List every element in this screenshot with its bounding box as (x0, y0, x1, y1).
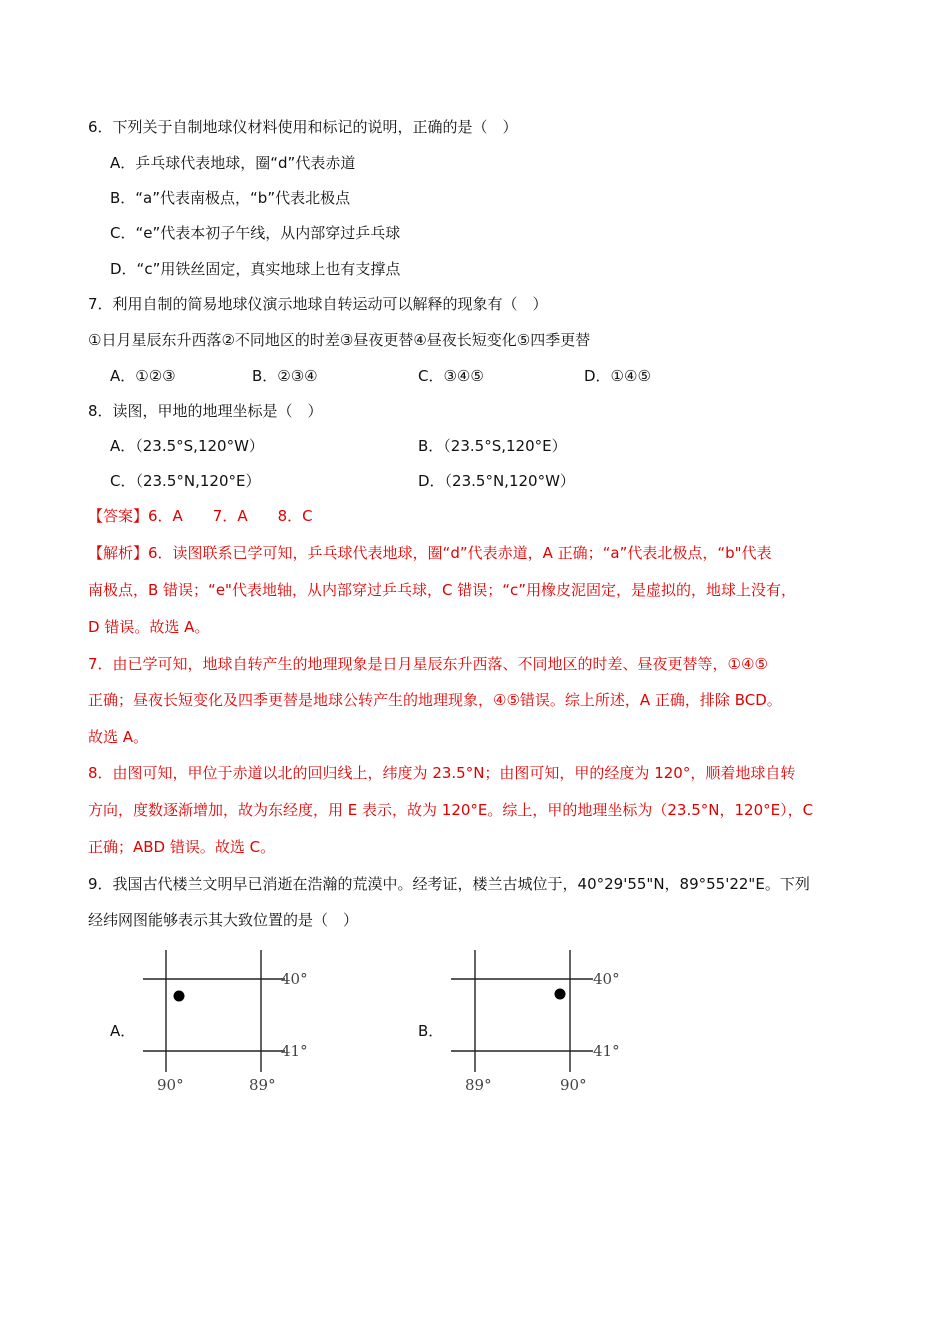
q7-items: ①日月星辰东升西落②不同地区的时差③昼夜更替④昼夜长短变化⑤四季更替 (88, 331, 591, 349)
lon-right-label: 89° (249, 1076, 276, 1094)
q8-option-b: B．（23.5°S,120°E） (418, 437, 567, 455)
q9-stem-line2: 经纬网图能够表示其大致位置的是（ ） (88, 911, 359, 929)
q7-option-d: D．①④⑤ (584, 367, 651, 385)
q6-option-d: D．“c”用铁丝固定，真实地球上也有支撑点 (110, 260, 401, 278)
q7-option-c: C．③④⑤ (418, 367, 484, 385)
analysis-line-4: 7．由已学可知，地球自转产生的地理现象是日月星辰东升西落、不同地区的时差、昼夜更替等，①④⑤ (88, 655, 768, 673)
q7-option-b: B．②③④ (252, 367, 318, 385)
analysis-line-8: 方向，度数逐渐增加，故为东经度，用 E 表示，故为 120°E。综上，甲的地理坐标为（23.5°N，120°E），C (88, 801, 814, 819)
q9-figure-a-graticule (135, 945, 325, 1095)
q6-option-a: A．乒乓球代表地球，圈“d”代表赤道 (110, 154, 356, 172)
lat-bottom-label: 41° (281, 1042, 308, 1060)
lat-top-label: 40° (281, 970, 308, 988)
q6-option-b: B．“a”代表南极点，“b”代表北极点 (110, 189, 351, 207)
q8-option-a: A．（23.5°S,120°W） (110, 437, 264, 455)
analysis-line-5: 正确；昼夜长短变化及四季更替是地球公转产生的地理现象，④⑤错误。综上所述，A 正确，排除 BCD。 (88, 691, 782, 709)
analysis-line-2: 南极点，B 错误；“e"代表地轴，从内部穿过乒乓球，C 错误；“c”用橡皮泥固定，是虚拟的，地球上没有， (88, 581, 796, 599)
q8-option-d: D．（23.5°N,120°W） (418, 472, 575, 490)
analysis-line-3: D 错误。故选 A。 (88, 618, 210, 636)
answer-line: 【答案】6．A 7．A 8．C (88, 507, 313, 525)
q8-stem: 8．读图，甲地的地理坐标是（ ） (88, 402, 323, 420)
analysis-line-6: 故选 A。 (88, 728, 149, 746)
location-dot (174, 991, 185, 1002)
analysis-line-7: 8．由图可知，甲位于赤道以北的回归线上，纬度为 23.5°N；由图可知，甲的经度为 120°，顺着地球自转 (88, 764, 796, 782)
lon-left-label: 89° (465, 1076, 492, 1094)
q9-stem-line1: 9．我国古代楼兰文明早已消逝在浩瀚的荒漠中。经考证，楼兰古城位于，40°29'55"N，89°55'22"E。下列 (88, 875, 810, 893)
lon-left-label: 90° (157, 1076, 184, 1094)
q6-option-c: C．“e”代表本初子午线，从内部穿过乒乓球 (110, 224, 401, 242)
q7-option-a: A．①②③ (110, 367, 176, 385)
q9-figure-b-graticule (445, 945, 635, 1095)
q6-stem: 6．下列关于自制地球仪材料使用和标记的说明，正确的是（ ） (88, 118, 518, 136)
analysis-line-1: 【解析】6．读图联系已学可知，乒乓球代表地球，圈“d”代表赤道，A 正确；“a”代表北极点，“b"代表 (88, 544, 772, 562)
q9-option-b-letter: B． (418, 1022, 444, 1040)
q8-option-c: C．（23.5°N,120°E） (110, 472, 261, 490)
lon-right-label: 90° (560, 1076, 587, 1094)
analysis-line-9: 正确；ABD 错误。故选 C。 (88, 838, 276, 856)
q7-stem: 7．利用自制的简易地球仪演示地球自转运动可以解释的现象有（ ） (88, 295, 548, 313)
lat-bottom-label: 41° (593, 1042, 620, 1060)
lat-top-label: 40° (593, 970, 620, 988)
location-dot (555, 989, 566, 1000)
q9-option-a-letter: A． (110, 1022, 136, 1040)
